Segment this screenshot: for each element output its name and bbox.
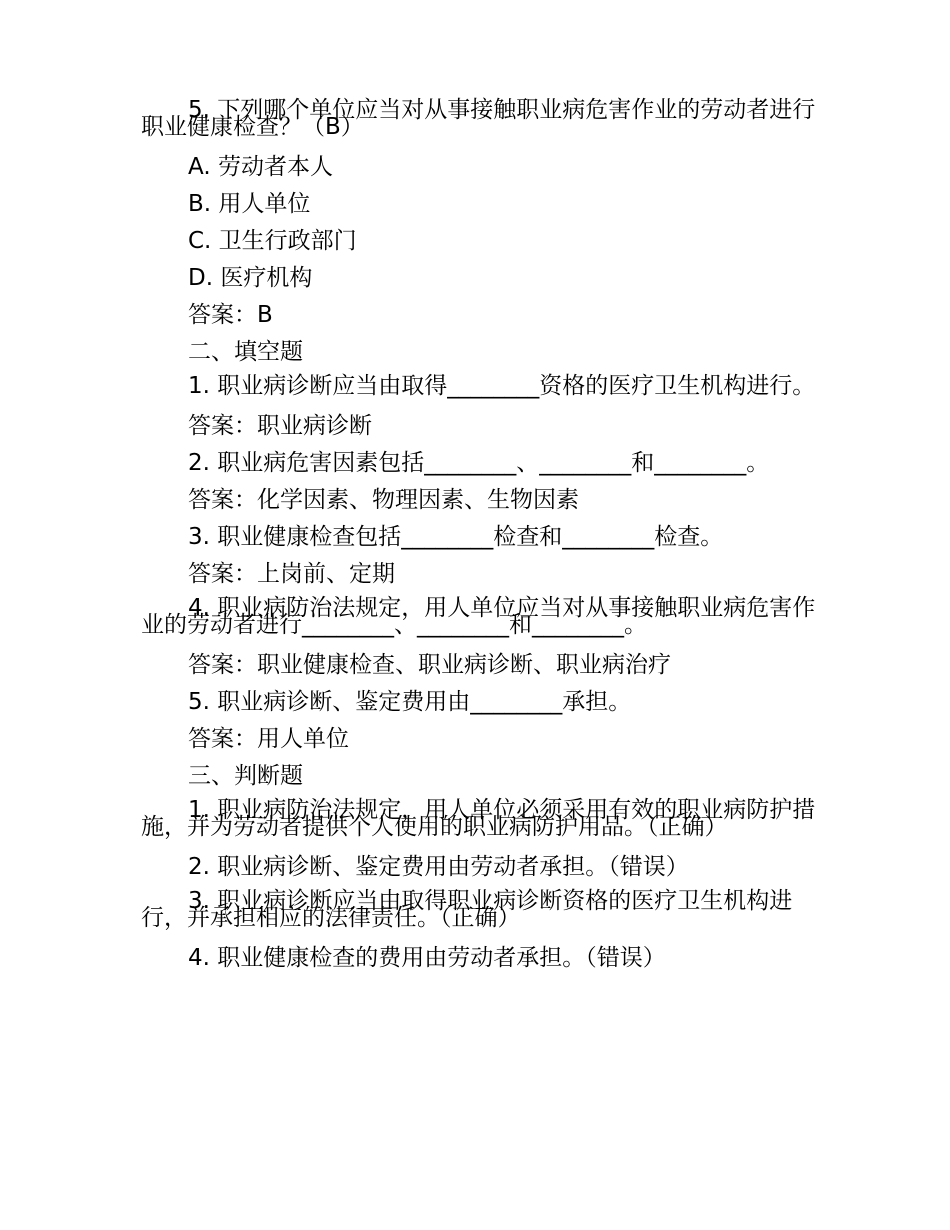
option-d: D. 医疗机构 (188, 265, 313, 291)
option-a: A. 劳动者本人 (188, 154, 333, 180)
document-body (141, 97, 821, 984)
answer-fill-2: 答案：化学因素、物理因素、生物因素 (188, 487, 579, 513)
answer-fill-3: 答案：上岗前、定期 (188, 561, 395, 587)
question-5-mc: 5. 下列哪个单位应当对从事接触职业病危害作业的劳动者进行职业健康检查？（B） (141, 97, 816, 140)
fill-blank-5: 5. 职业病诊断、鉴定费用由________承担。 (188, 689, 632, 715)
true-false-4: 4. 职业健康检查的费用由劳动者承担。（错误） (188, 945, 666, 971)
section-heading-fill-blank: 二、填空题 (188, 339, 303, 365)
true-false-2: 2. 职业病诊断、鉴定费用由劳动者承担。（错误） (188, 854, 689, 880)
answer-fill-5: 答案：用人单位 (188, 726, 349, 752)
fill-blank-2: 2. 职业病危害因素包括________、________和________。 (188, 450, 770, 476)
fill-blank-1: 1. 职业病诊断应当由取得________资格的医疗卫生机构进行。 (188, 373, 816, 399)
section-heading-true-false: 三、判断题 (188, 763, 303, 789)
true-false-3: 3. 职业病诊断应当由取得职业病诊断资格的医疗卫生机构进行，并承担相应的法律责任。（正确） (141, 888, 793, 931)
answer-mc-5: 答案：B (188, 302, 273, 328)
fill-blank-3: 3. 职业健康检查包括________检查和________检查。 (188, 524, 724, 550)
true-false-1: 1. 职业病防治法规定，用人单位必须采用有效的职业病防护措施，并为劳动者提供个人使用的职业病防护用品。（正确） (141, 797, 816, 840)
fill-blank-4: 4. 职业病防治法规定，用人单位应当对从事接触职业病危害作业的劳动者进行________、________和________。 (141, 595, 816, 638)
answer-fill-4: 答案：职业健康检查、职业病诊断、职业病治疗 (188, 652, 671, 678)
option-c: C. 卫生行政部门 (188, 228, 357, 254)
option-b: B. 用人单位 (188, 191, 311, 217)
answer-fill-1: 答案：职业病诊断 (188, 413, 372, 439)
